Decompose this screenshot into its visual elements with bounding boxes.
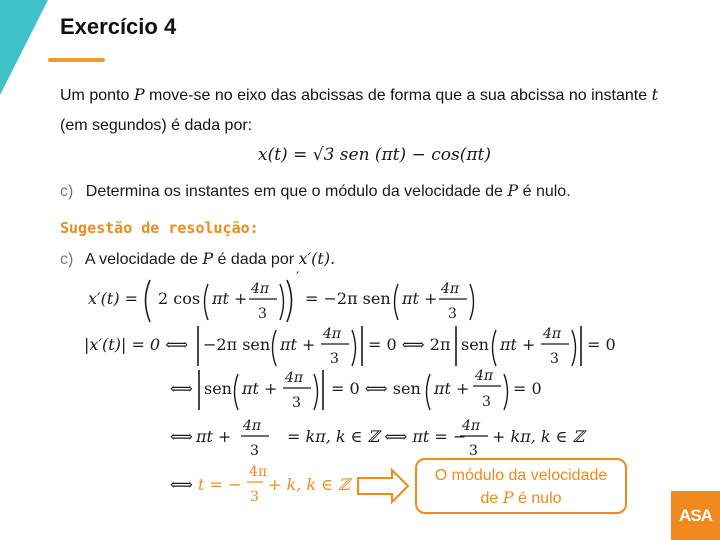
svg-text:+ k, k ∈ ℤ: + k, k ∈ ℤ xyxy=(268,475,350,494)
answer-label: c) xyxy=(60,251,74,268)
question-c: c) Determina os instantes em que o módulo da velocidade de P é nulo. xyxy=(60,181,571,200)
question-label: c) xyxy=(60,183,74,200)
svg-text:3: 3 xyxy=(250,489,259,505)
problem-statement: Um ponto P move-se no eixo das abcissas de forma que a sua abcissa no instante t (em segundos) é dada por: xyxy=(60,85,658,134)
svg-text:πt +: πt + xyxy=(242,379,278,398)
paren-close xyxy=(287,280,292,322)
svg-text:πt +: πt + xyxy=(402,289,438,308)
svg-text:sen: sen xyxy=(204,379,232,398)
paren-open xyxy=(146,280,151,322)
svg-text:3: 3 xyxy=(330,351,339,367)
svg-text:4π: 4π xyxy=(462,418,481,434)
svg-text:4π: 4π xyxy=(441,281,460,297)
frac-den: 3 xyxy=(258,306,267,322)
svg-text:′: ′ xyxy=(296,270,300,286)
svg-text:πt +: πt + xyxy=(280,335,316,354)
var-p: P xyxy=(133,85,145,104)
svg-text:πt +: πt + xyxy=(434,379,470,398)
svg-text:⟺: ⟺ xyxy=(170,379,193,398)
svg-text:πt +: πt + xyxy=(196,427,232,446)
final-answer: t = − xyxy=(198,475,242,494)
slide-title: Exercício 4 xyxy=(60,14,177,39)
svg-text:4π: 4π xyxy=(475,368,494,384)
svg-text:= 0 ⟺ sen: = 0 ⟺ sen xyxy=(331,379,421,398)
svg-text:3: 3 xyxy=(448,306,457,322)
svg-text:3: 3 xyxy=(482,394,491,410)
svg-text:3: 3 xyxy=(292,395,301,411)
l1-cos: 2 cos xyxy=(158,289,201,308)
svg-text:4π: 4π xyxy=(543,326,562,342)
svg-text:3: 3 xyxy=(250,443,259,459)
svg-text:= kπ, k ∈ ℤ ⟺ πt = −: = kπ, k ∈ ℤ ⟺ πt = − xyxy=(287,427,467,446)
svg-text:πt +: πt + xyxy=(500,335,536,354)
svg-text:πt +: πt + xyxy=(212,289,248,308)
result-box: O módulo da velocidade de P é nulo xyxy=(415,458,627,514)
svg-text:4π: 4π xyxy=(243,418,262,434)
answer-intro: c) A velocidade de P é dada por x′(t). xyxy=(60,249,336,268)
svg-text:4π: 4π xyxy=(285,370,304,386)
svg-text:= 0: = 0 xyxy=(513,379,542,398)
svg-text:= 0 ⟺ 2π: = 0 ⟺ 2π xyxy=(368,335,451,354)
svg-text:sen: sen xyxy=(461,335,489,354)
svg-text:4π: 4π xyxy=(323,326,342,342)
arrow-icon xyxy=(358,470,408,502)
svg-text:3: 3 xyxy=(469,443,478,459)
svg-text:4π: 4π xyxy=(249,464,268,480)
svg-text:= −2π sen: = −2π sen xyxy=(305,289,391,308)
position-formula: x(t) = √3 sen (πt) − cos(πt) xyxy=(258,145,491,165)
svg-text:3: 3 xyxy=(550,351,559,367)
asa-logo: ASA xyxy=(671,491,720,540)
svg-text:−2π sen: −2π sen xyxy=(203,335,271,354)
svg-text:⟺: ⟺ xyxy=(170,427,193,446)
svg-text:= 0: = 0 xyxy=(587,335,616,354)
svg-text:+ kπ, k ∈ ℤ: + kπ, k ∈ ℤ xyxy=(492,427,585,446)
l2-lhs: |x′(t)| = 0 ⟺ xyxy=(84,335,189,354)
var-t: t xyxy=(651,85,658,104)
l1-lhs: x′(t) = xyxy=(88,289,139,308)
svg-text:⟺: ⟺ xyxy=(170,475,193,494)
suggestion-heading: Sugestão de resolução: xyxy=(60,219,259,237)
frac-num: 4π xyxy=(251,281,270,297)
